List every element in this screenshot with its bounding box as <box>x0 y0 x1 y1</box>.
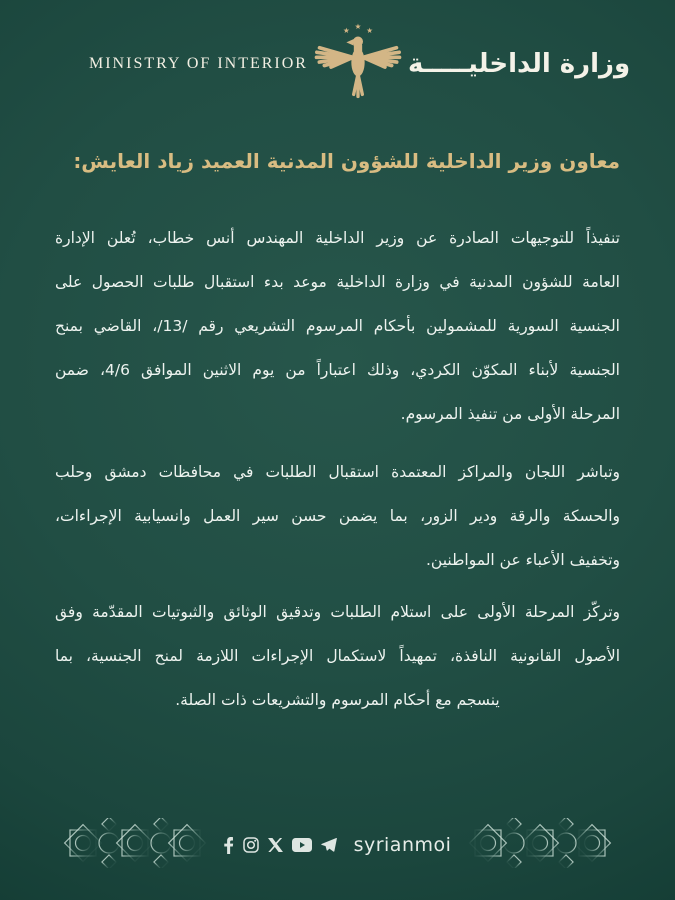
header <box>55 22 631 106</box>
facebook-icon[interactable] <box>224 837 234 854</box>
body-line: العامة للشؤون المدنية في وزارة الداخلية موعد بدء استقبال طلبات الحصول على <box>55 273 620 291</box>
instagram-icon[interactable] <box>243 837 259 853</box>
body-line: وتركّز المرحلة الأولى على استلام الطلبات وتدقيق الوثائق والثبوتيات المقدّمة وفق <box>55 603 620 621</box>
ministry-name-ar: وزارة الداخليـــــة <box>407 49 631 79</box>
paragraph-2 <box>55 450 620 582</box>
eagle-emblem-icon <box>308 22 408 106</box>
body-line: تنفيذاً للتوجيهات الصادرة عن وزير الداخلية المهندس أنس خطاب، تُعلن الإدارة <box>55 229 620 247</box>
svg-text:★: ★ <box>366 26 374 36</box>
footer-social-bar <box>0 834 675 856</box>
body-line: الجنسية لأبناء المكوّن الكردي، وذلك اعتباراً من يوم الاثنين الموافق 4/6، ضمن <box>55 361 620 379</box>
paragraph-1 <box>55 216 620 436</box>
ministry-name-en: MINISTRY OF INTERIOR <box>89 55 308 72</box>
body-line: ينسجم مع أحكام المرسوم والتشريعات ذات الصلة. <box>175 691 500 709</box>
body-line: الأصول القانونية النافذة، تمهيداً لاستكمال الإجراءات اللازمة لمنح الجنسية، بما <box>55 647 620 665</box>
svg-text:★: ★ <box>342 26 350 36</box>
paragraph-3 <box>55 590 620 722</box>
telegram-icon[interactable] <box>321 838 337 852</box>
body-line: وتباشر اللجان والمراكز المعتمدة استقبال الطلبات في محافظات دمشق وحلب <box>55 463 620 481</box>
body-line: والحسكة والرقة ودير الزور، بما يضمن حسن سير العمل وانسيابية الإجراءات، <box>55 507 620 525</box>
svg-text:★: ★ <box>354 22 362 31</box>
x-icon[interactable] <box>268 838 283 852</box>
social-handle[interactable]: syrianmoi <box>353 834 452 856</box>
body-line: وتخفيف الأعباء عن المواطنين. <box>426 551 620 569</box>
youtube-icon[interactable] <box>292 838 312 852</box>
body-line: الجنسية السورية للمشمولين بأحكام المرسوم التشريعي رقم /13/، القاضي بمنح <box>55 317 620 335</box>
announcement-title: معاون وزير الداخلية للشؤون المدنية العميد زياد العايش: <box>73 149 620 173</box>
content-area <box>55 0 631 722</box>
body-line: المرحلة الأولى من تنفيذ المرسوم. <box>400 405 620 423</box>
